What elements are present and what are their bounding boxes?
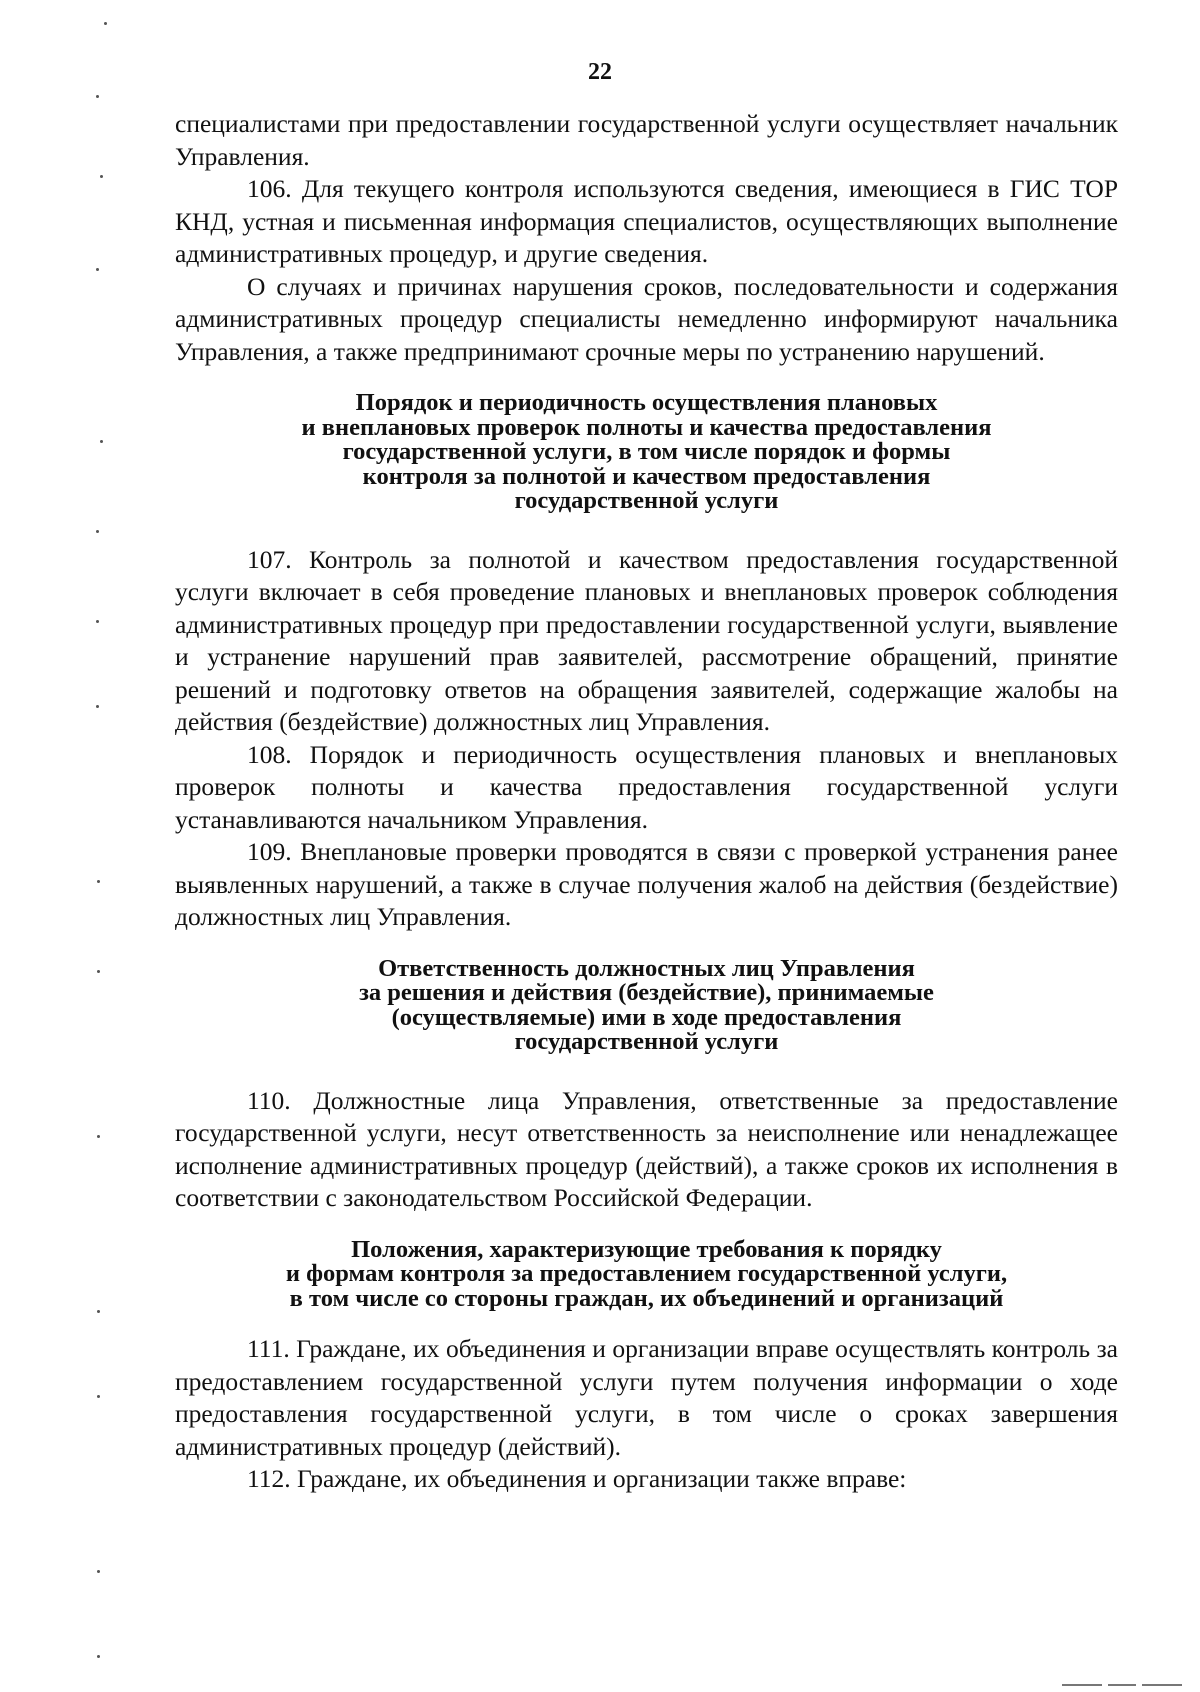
scan-speck	[100, 440, 103, 443]
scan-speck	[97, 1135, 100, 1138]
page-number: 22	[588, 59, 612, 85]
paragraph-continuation: специалистами при предоставлении государственной услуги осуществляет начальник Управления.	[175, 109, 1118, 171]
paragraph-110: 110. Должностные лица Управления, ответственные за предоставление государственной услуги, несут ответственность за неисполнение или ненадлежащее исполнение административных процедур (действий), а также сроков их исполнения в соответствии с законодательством Российской Федерации.	[175, 1085, 1118, 1212]
scan-edge-line	[1062, 1684, 1102, 1686]
scan-speck	[97, 1395, 100, 1398]
scan-speck	[97, 880, 100, 883]
scan-speck	[97, 1310, 100, 1313]
paragraph-109: 109. Внеплановые проверки проводятся в связи с проверкой устранения ранее выявленных нарушений, а также в случае получения жалоб на действия (бездействие) должностных лиц Управления.	[175, 837, 1118, 931]
paragraph-108: 108. Порядок и периодичность осуществления плановых и внеплановых проверок полноты и качества предоставления государственной услуги устанавливаются начальником Управления.	[175, 739, 1118, 834]
paragraph-111: 111. Граждане, их объединения и организации вправе осуществлять контроль за предоставлением государственной услуги путем получения информации о ходе предоставления государственной услуги, в том числе о сроках завершения административных процедур (действий).	[175, 1334, 1118, 1461]
section-heading-responsibility: Ответственность должностных лиц Управления за решения и действия (бездействие), принимаемые (осуществляемые) ими в ходе предоставления государственной услуги	[359, 954, 934, 1055]
scan-edge-line	[1142, 1684, 1182, 1686]
scan-speck	[104, 22, 107, 25]
scan-speck	[96, 268, 99, 271]
paragraph-violations: О случаях и причинах нарушения сроков, последовательности и содержания административных процедур специалисты немедленно информируют начальника Управления, а также предпринимают срочные меры по устранению нарушений.	[175, 271, 1118, 366]
scan-edge-line	[1108, 1684, 1136, 1686]
scan-speck	[100, 175, 103, 178]
scan-speck	[96, 95, 99, 98]
scan-speck	[96, 620, 99, 623]
paragraph-106: 106. Для текущего контроля используются сведения, имеющиеся в ГИС ТОР КНД, устная и письменная информация специалистов, осуществляющих выполнение административных процедур, и другие сведения.	[175, 174, 1118, 268]
section-heading-inspections: Порядок и периодичность осуществления плановых и внеплановых проверок полноты и качества предоставления государственной услуги, в том числе порядок и формы контроля за полнотой и качеством предоставления государственной услуги	[301, 389, 992, 514]
document-body	[175, 108, 1118, 1496]
paragraph-112: 112. Граждане, их объединения и организации также вправе:	[247, 1464, 907, 1493]
scan-speck	[96, 705, 99, 708]
paragraph-107: 107. Контроль за полнотой и качеством предоставления государственной услуги включает в себя проведение плановых и внеплановых проверок соблюдения административных процедур при предоставлении государственной услуги, выявление и устранение нарушений прав заявителей, рассмотрение обращений, принятие решений и подготовку ответов на обращения заявителей, содержащие жалобы на действия (бездействие) должностных лиц Управления.	[175, 544, 1118, 736]
scan-speck	[96, 530, 99, 533]
scan-speck	[97, 970, 100, 973]
scan-speck	[97, 1570, 100, 1573]
section-heading-public-control: Положения, характеризующие требования к порядку и формам контроля за предоставлением государственной услуги, в том числе со стороны граждан, их объединений и организаций	[285, 1235, 1008, 1312]
scan-speck	[97, 1655, 100, 1658]
